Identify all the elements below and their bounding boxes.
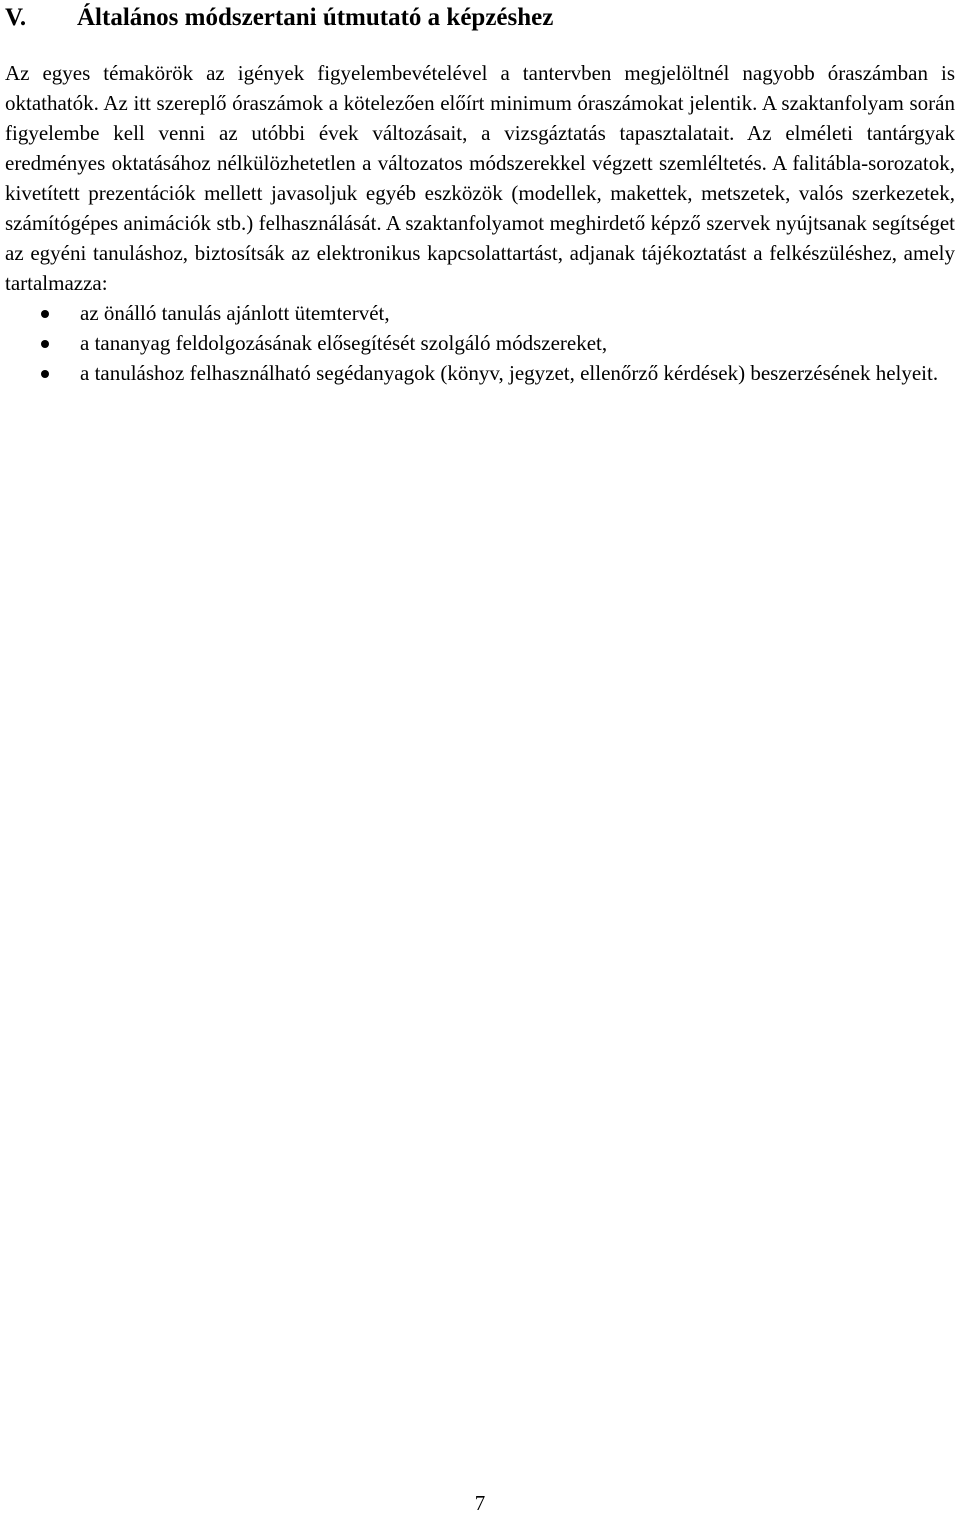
list-item xyxy=(5,328,955,358)
bullet-dot-icon xyxy=(41,340,49,348)
intro-paragraph: Az egyes témakörök az igények figyelembevételével a tantervben megjelöltnél nagyobb óraszámban is oktathatók. Az itt szereplő óraszámok a kötelezően előírt minimum óraszámokat jelentik. A szaktanfolyam során figyelembe kell venni az utóbbi évek változásait, a vizsgáztatás tapasztalatait. Az elméleti tantárgyak eredményes oktatásához nélkülözhetetlen a változatos módszerekkel végzett szemléltetés. A falitábla-sorozatok, kivetített prezentációk mellett javasoljuk egyéb eszközök (modellek, makettek, metszetek, valós szerkezetek, számítógépes animációk stb.) felhasználását. A szaktanfolyamot meghirdető képző szervek nyújtsanak segítséget az egyéni tanuláshoz, biztosítsák az elektronikus kapcsolattartást, adjanak tájékoztatást a felkészüléshez, amely tartalmazza: xyxy=(5,61,955,295)
list-item xyxy=(5,298,955,328)
list-item-text: az önálló tanulás ajánlott ütemtervét, xyxy=(80,301,390,325)
bullet-list xyxy=(5,298,955,388)
section-heading xyxy=(5,2,945,34)
body-text xyxy=(5,58,955,388)
bullet-dot-icon xyxy=(41,370,49,378)
list-item xyxy=(5,358,955,388)
section-number: V. xyxy=(5,4,27,31)
page-number: 7 xyxy=(474,1491,486,1515)
list-item-text: a tanuláshoz felhasználható segédanyagok (könyv, jegyzet, ellenőrző kérdések) beszerzésének helyeit. xyxy=(80,361,939,385)
bullet-dot-icon xyxy=(41,310,49,318)
list-item-text: a tananyag feldolgozásának elősegítését szolgáló módszereket, xyxy=(80,331,608,355)
section-title: Általános módszertani útmutató a képzéshez xyxy=(77,4,554,31)
